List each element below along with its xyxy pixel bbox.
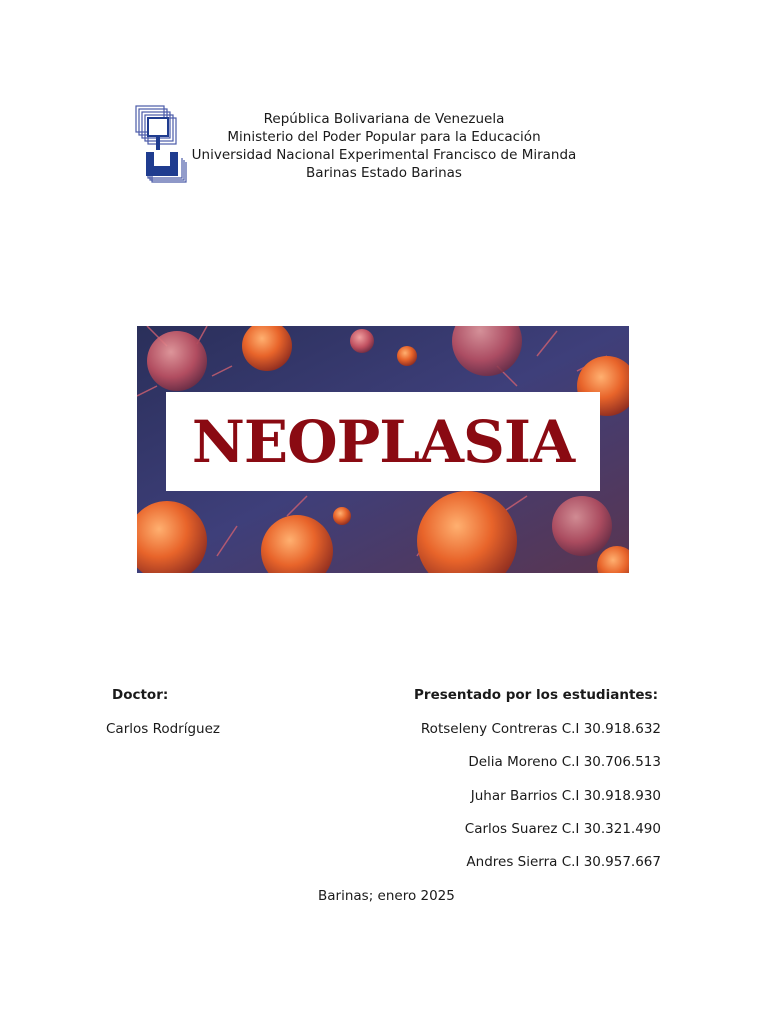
title-box (166, 392, 600, 491)
student-item: Rotseleny Contreras C.I 30.918.632 (420, 721, 661, 737)
place-date: Barinas; enero 2025 (318, 888, 455, 904)
header-country: República Bolivariana de Venezuela (263, 111, 505, 127)
header-university: Universidad Nacional Experimental Francisco de Miranda (191, 147, 577, 163)
student-item: Delia Moreno C.I 30.706.513 (468, 754, 661, 770)
cover-banner (137, 326, 629, 573)
students-label: Presentado por los estudiantes: (414, 687, 658, 703)
doctor-name: Carlos Rodríguez (106, 721, 221, 737)
student-item: Andres Sierra C.I 30.957.667 (466, 854, 661, 870)
document-title: NEOPLASIA (191, 407, 575, 476)
doctor-label: Doctor: (112, 687, 169, 703)
institution-header (150, 110, 618, 182)
header-location: Barinas Estado Barinas (306, 165, 462, 181)
student-item: Juhar Barrios C.I 30.918.930 (470, 788, 661, 804)
header-ministry: Ministerio del Poder Popular para la Educación (227, 129, 541, 145)
student-item: Carlos Suarez C.I 30.321.490 (464, 821, 661, 837)
